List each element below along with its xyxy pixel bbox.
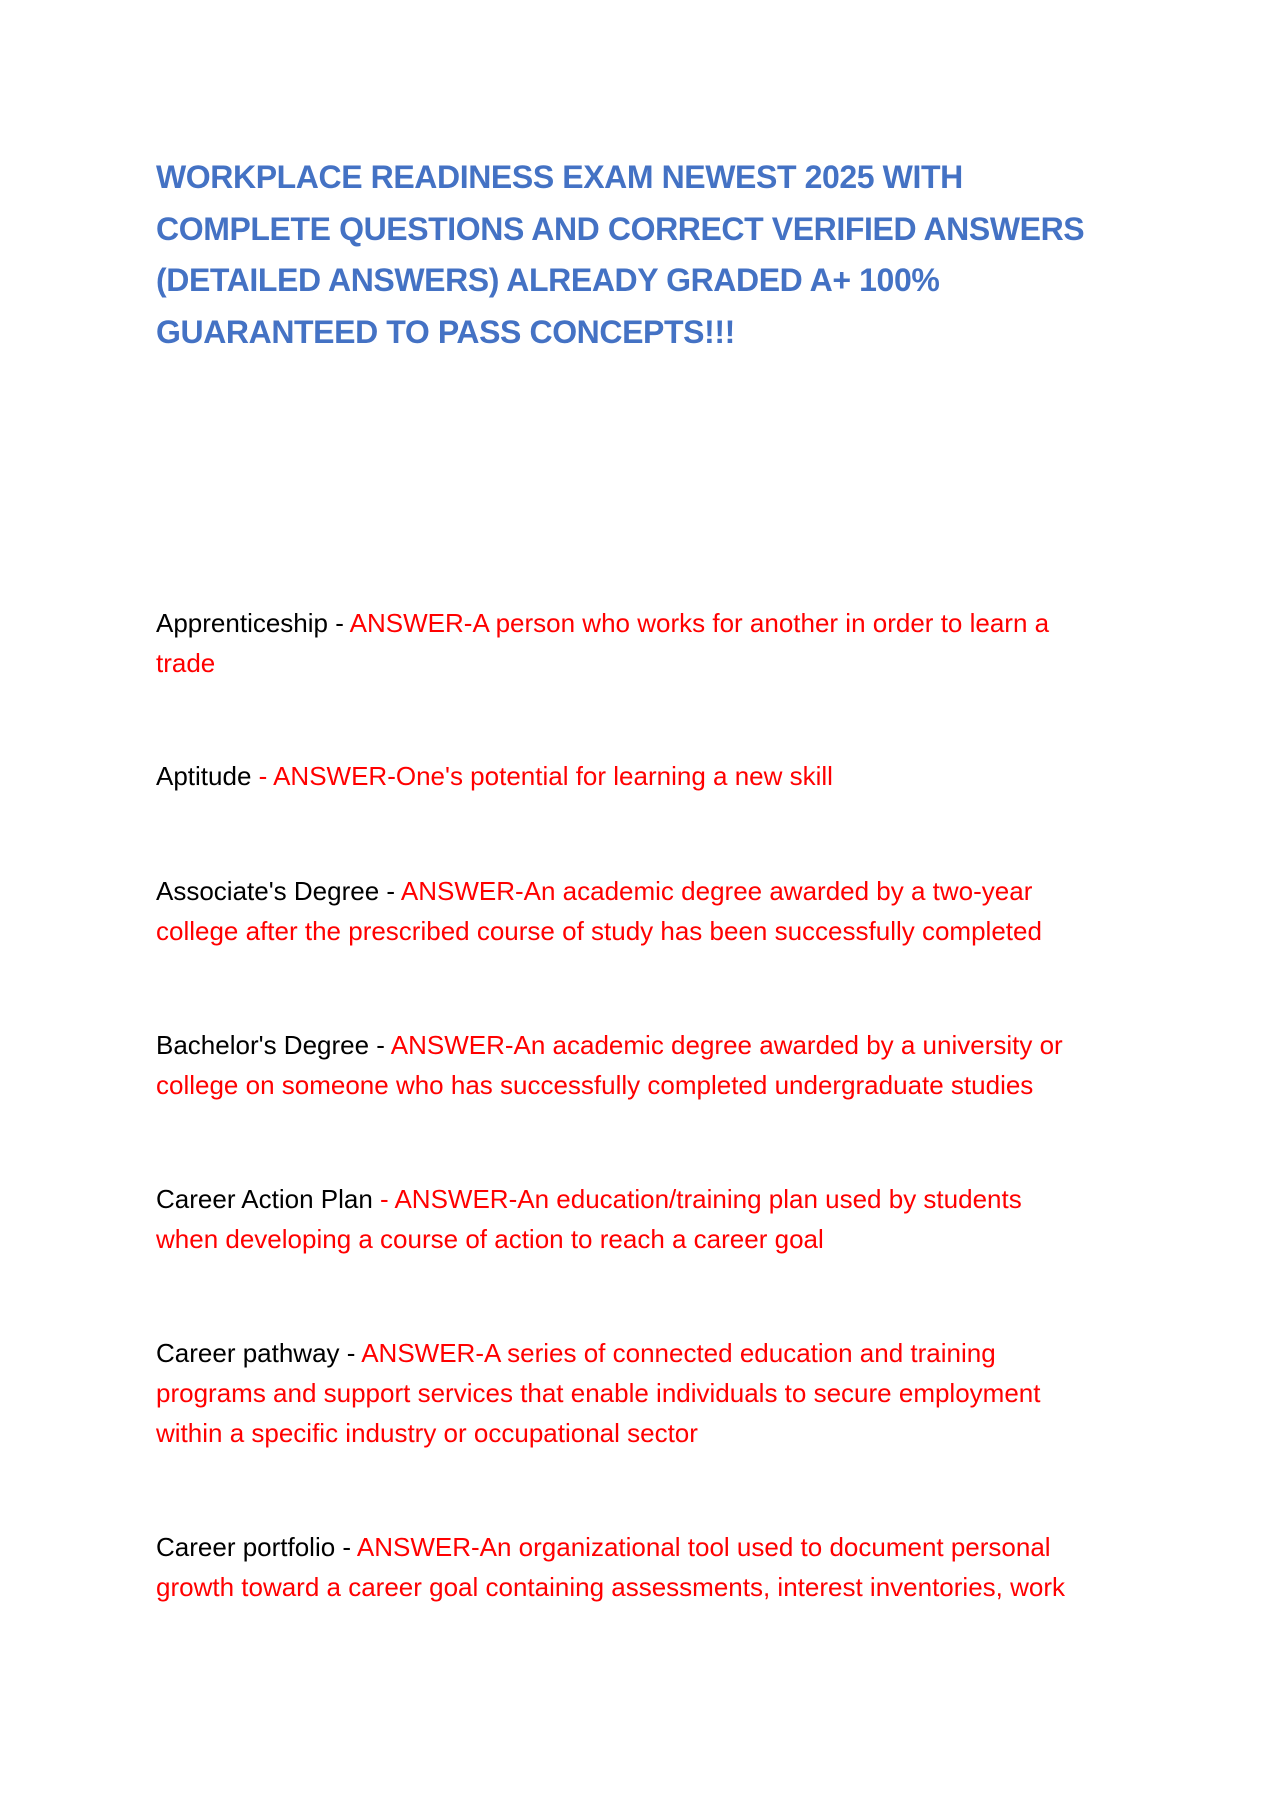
entry-answer-continued: programs and support services that enable individuals to secure employment	[156, 1378, 1041, 1408]
document-title	[156, 152, 1116, 358]
entry-term: Career Action Plan	[156, 1184, 373, 1214]
entry-term: Associate's Degree	[156, 876, 380, 906]
entry-separator: -	[328, 608, 350, 638]
entry-separator: -	[372, 1184, 395, 1214]
entry-answer: ANSWER-A series of connected education and training	[361, 1338, 996, 1368]
entry-separator: -	[369, 1030, 391, 1060]
entry-associates-degree	[156, 871, 1136, 951]
entry-term: Career portfolio	[156, 1532, 336, 1562]
entry-answer-continued: when developing a course of action to reach a career goal	[156, 1224, 824, 1254]
title-line: COMPLETE QUESTIONS AND CORRECT VERIFIED ANSWERS	[156, 210, 1085, 247]
entry-separator: -	[251, 761, 274, 791]
entry-answer-continued: within a specific industry or occupational sector	[156, 1418, 698, 1448]
title-line: GUARANTEED TO PASS CONCEPTS!!!	[156, 313, 735, 350]
entry-term: Aptitude	[156, 761, 252, 791]
entry-separator: -	[339, 1338, 362, 1368]
entry-aptitude	[156, 756, 1136, 796]
entry-separator: -	[379, 876, 401, 906]
entry-answer: ANSWER-An academic degree awarded by a university or	[390, 1030, 1063, 1060]
entry-career-portfolio	[156, 1527, 1136, 1607]
entry-apprenticeship	[156, 603, 1136, 683]
entry-term: Apprenticeship	[156, 608, 328, 638]
entry-answer: ANSWER-An organizational tool used to document personal	[356, 1532, 1051, 1562]
entry-answer: ANSWER-An academic degree awarded by a two-year	[400, 876, 1033, 906]
entry-answer-continued: trade	[156, 648, 216, 678]
entry-answer-continued: growth toward a career goal containing assessments, interest inventories, work	[156, 1572, 1065, 1602]
entry-answer-continued: college on someone who has successfully completed undergraduate studies	[156, 1070, 1034, 1100]
title-line: (DETAILED ANSWERS) ALREADY GRADED A+ 100%	[156, 262, 940, 298]
entry-career-action-plan	[156, 1179, 1136, 1259]
entry-career-pathway	[156, 1333, 1136, 1453]
entry-answer-continued: college after the prescribed course of study has been successfully completed	[156, 916, 1042, 946]
entry-answer: ANSWER-One's potential for learning a new skill	[273, 761, 833, 791]
entry-bachelors-degree	[156, 1025, 1136, 1105]
entry-separator: -	[335, 1532, 357, 1562]
entry-term: Bachelor's Degree	[156, 1030, 370, 1060]
title-line: WORKPLACE READINESS EXAM NEWEST 2025 WITH	[156, 159, 963, 195]
entry-term: Career pathway	[156, 1338, 340, 1368]
entry-answer: ANSWER-A person who works for another in order to learn a	[349, 608, 1050, 638]
entry-answer: ANSWER-An education/training plan used by students	[394, 1184, 1022, 1214]
